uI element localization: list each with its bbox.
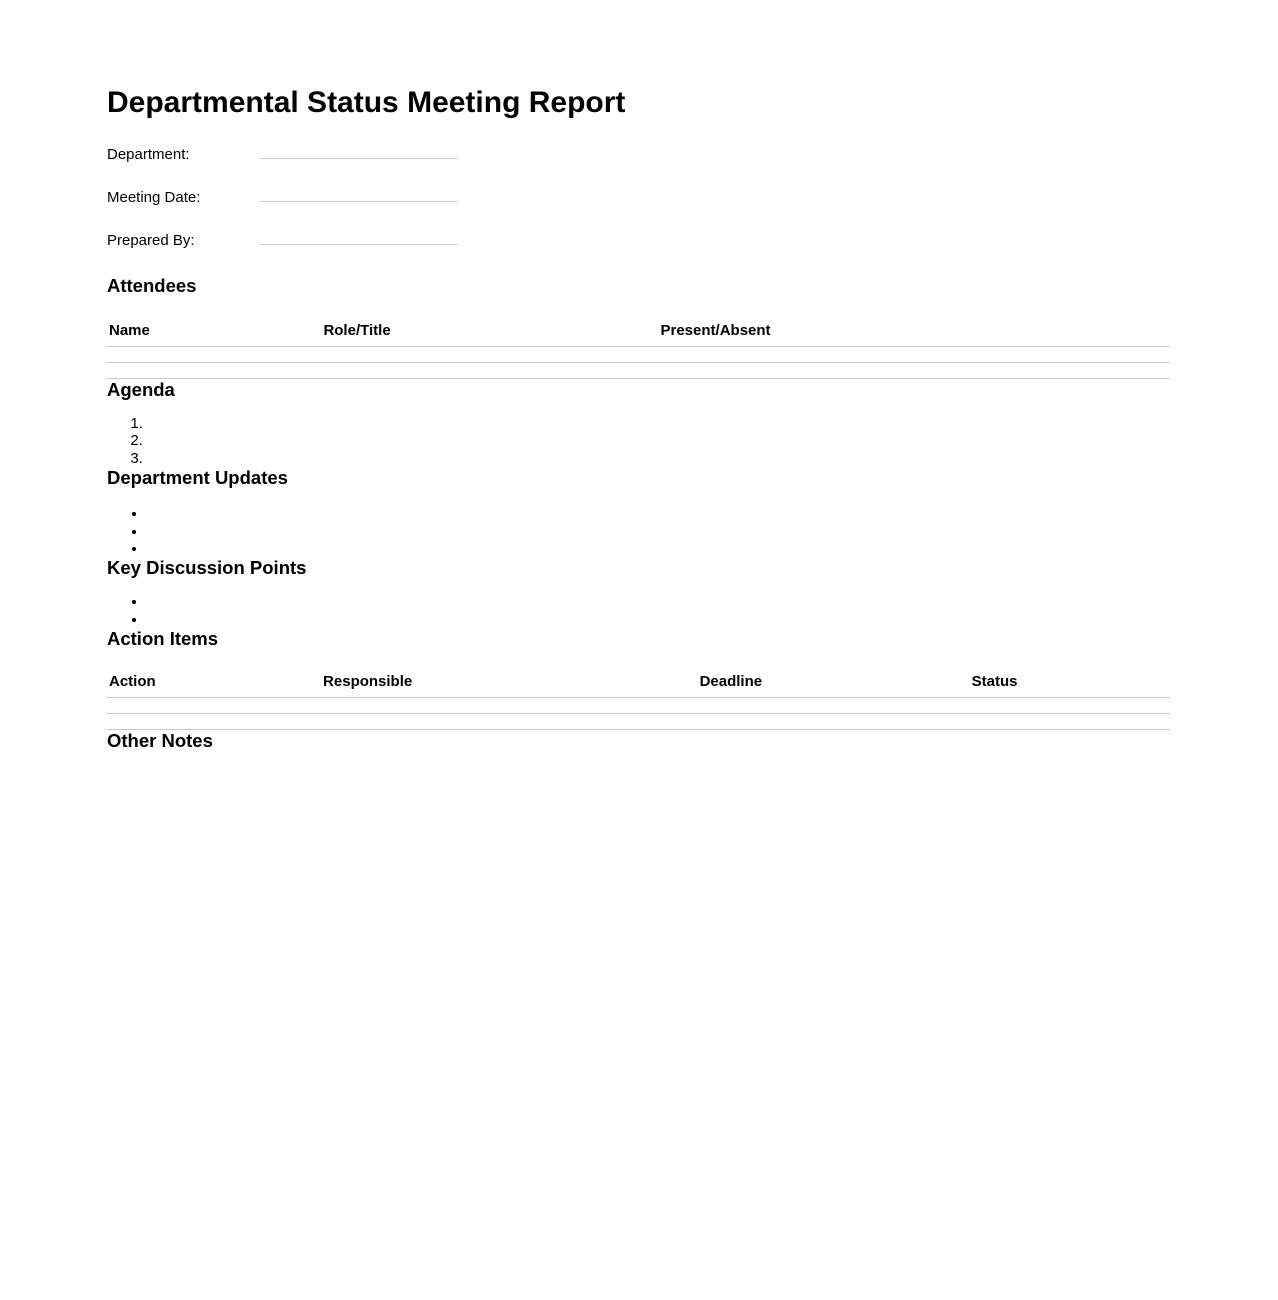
department-blank-line <box>260 146 458 159</box>
action-items-cell <box>321 698 698 714</box>
attendees-cell <box>659 347 1171 363</box>
action-items-table <box>107 673 1170 730</box>
list-item <box>147 611 1170 628</box>
action-items-col-status: Status <box>970 673 1170 698</box>
department-label: Department: <box>107 146 190 163</box>
attendees-cell <box>107 363 321 379</box>
prepared-by-blank-line <box>260 232 458 245</box>
list-item <box>147 432 1170 449</box>
list-item <box>147 450 1170 467</box>
agenda-heading: Agenda <box>107 379 175 400</box>
action-items-cell <box>107 698 321 714</box>
attendees-heading: Attendees <box>107 275 197 296</box>
action-items-heading: Action Items <box>107 628 219 650</box>
action-items-header-row <box>107 673 1170 698</box>
field-meeting-date <box>107 189 1170 206</box>
action-items-cell <box>970 714 1170 730</box>
department-updates-heading: Department Updates <box>107 467 288 489</box>
action-items-cell <box>970 698 1170 714</box>
attendees-cell <box>321 347 658 363</box>
action-items-cell <box>698 698 970 714</box>
action-items-col-responsible: Responsible <box>321 673 698 698</box>
attendees-header-row <box>107 322 1170 347</box>
list-item <box>147 523 1170 540</box>
prepared-by-label: Prepared By: <box>107 232 195 249</box>
field-department <box>107 146 1170 163</box>
attendees-col-name: Name <box>107 322 321 347</box>
department-updates-list <box>107 505 1170 557</box>
table-row <box>107 363 1170 379</box>
key-discussion-points-list <box>107 593 1170 628</box>
attendees-col-present-absent: Present/Absent <box>659 322 1171 347</box>
action-items-cell <box>107 714 321 730</box>
meeting-date-label: Meeting Date: <box>107 189 201 206</box>
list-item <box>147 505 1170 522</box>
key-discussion-points-heading: Key Discussion Points <box>107 557 307 579</box>
attendees-cell <box>321 363 658 379</box>
attendees-cell <box>659 363 1171 379</box>
attendees-col-role-title: Role/Title <box>321 322 658 347</box>
action-items-col-action: Action <box>107 673 321 698</box>
table-row <box>107 698 1170 714</box>
action-items-col-deadline: Deadline <box>698 673 970 698</box>
list-item <box>147 415 1170 432</box>
attendees-table <box>107 322 1170 379</box>
action-items-cell <box>321 714 698 730</box>
other-notes-heading: Other Notes <box>107 730 213 752</box>
attendees-cell <box>107 347 321 363</box>
field-prepared-by <box>107 232 1170 249</box>
list-item <box>147 540 1170 557</box>
action-items-cell <box>698 714 970 730</box>
page-title: Departmental Status Meeting Report <box>107 86 626 119</box>
table-row <box>107 347 1170 363</box>
table-row <box>107 714 1170 730</box>
meeting-date-blank-line <box>260 189 458 202</box>
header-fields <box>107 146 1170 249</box>
agenda-list <box>107 415 1170 467</box>
list-item <box>147 593 1170 610</box>
